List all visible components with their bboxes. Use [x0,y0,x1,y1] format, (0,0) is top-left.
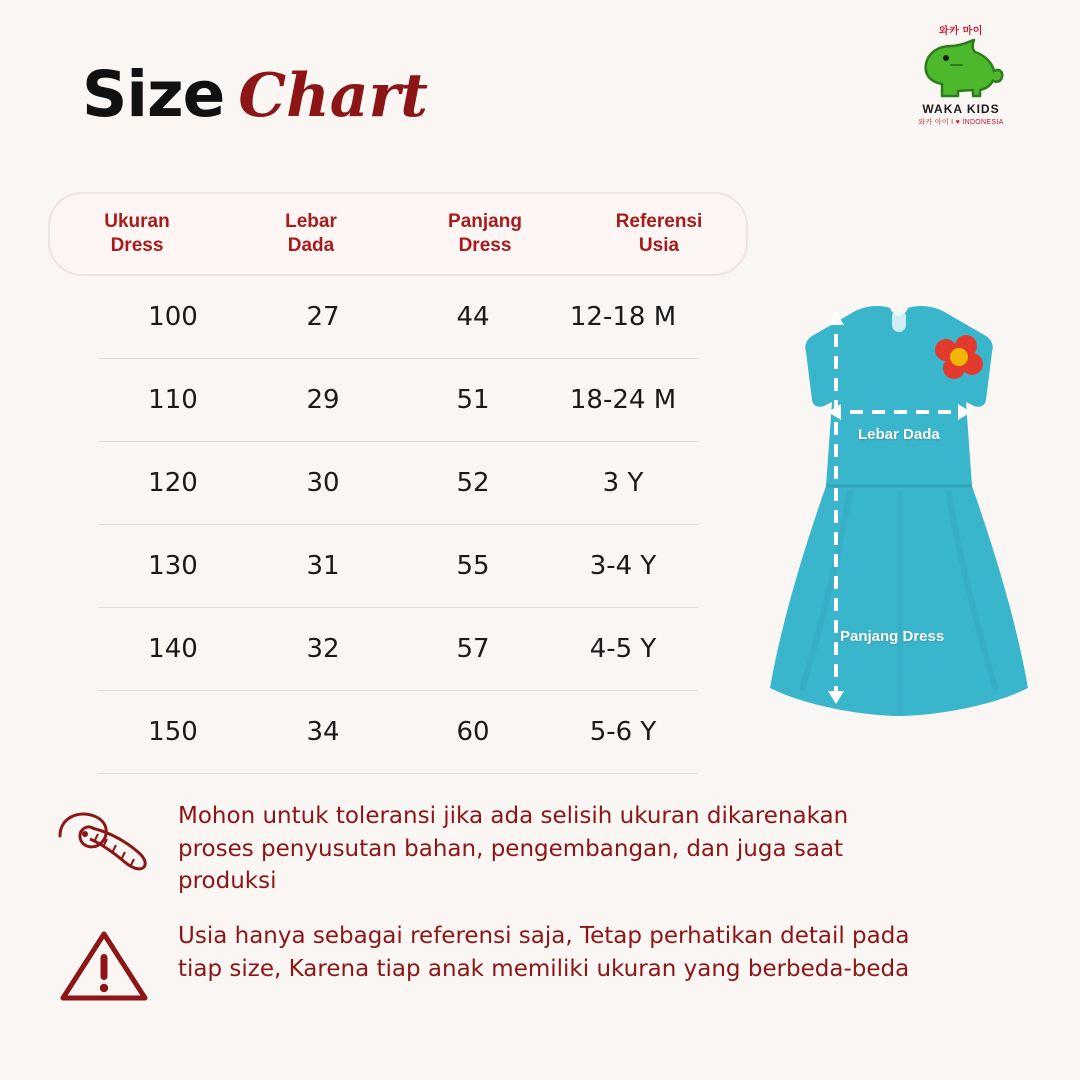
measuring-tape-icon [48,800,160,872]
page-title [82,58,428,131]
cell-lebar: 29 [306,385,340,415]
cell-lebar: 31 [306,551,340,581]
cell-usia: 3 Y [602,468,644,498]
cell-usia: 5-6 Y [589,717,657,747]
cell-lebar: 32 [306,634,340,664]
cell-ukuran: 110 [148,385,198,415]
dinosaur-icon [918,38,1004,100]
cell-panjang: 60 [456,717,490,747]
table-row [98,276,698,359]
cell-panjang: 51 [456,385,490,415]
table-row [98,442,698,525]
brand-logo [898,22,1024,148]
cell-ukuran: 140 [148,634,198,664]
notes-section [48,800,1028,1028]
logo-sub-text: 와카 아이 I ♥ INDONESIA [918,119,1004,126]
cell-lebar: 30 [306,468,340,498]
note-item [48,920,1028,1006]
size-table [48,192,748,774]
warning-triangle-icon [48,920,160,1006]
label-panjang-dress: Panjang Dress [840,628,945,645]
cell-usia: 3-4 Y [589,551,657,581]
table-header-row [48,192,748,276]
cell-ukuran: 130 [148,551,198,581]
cell-panjang: 52 [456,468,490,498]
table-header-cell: Ukuran Dress [104,211,170,256]
dress-illustration [740,290,1060,740]
note-text: Mohon untuk toleransi jika ada selisih ukuran dikarenakan proses penyusutan bahan, pengembangan, dan juga saat produksi [178,803,849,895]
table-row [98,525,698,608]
label-lebar-dada: Lebar Dada [858,426,940,443]
table-header-cell: Panjang Dress [448,211,522,256]
dress-image [740,290,1060,740]
table-header-cell: Referensi Usia [615,211,703,256]
table-row [98,691,698,774]
title-size: Size [82,58,225,131]
cell-usia: 4-5 Y [589,634,657,664]
table-row [98,359,698,442]
cell-lebar: 27 [306,302,340,332]
cell-ukuran: 100 [148,302,198,332]
logo-korean-text: 와카 마이 [939,26,983,37]
cell-usia: 12-18 M [569,302,677,332]
table-header-cell: Lebar Dada [285,211,337,256]
logo-brand-name: WAKA KIDS [922,102,1000,116]
cell-ukuran: 150 [148,717,198,747]
cell-panjang: 57 [456,634,490,664]
title-chart: Chart [238,61,428,131]
note-text: Usia hanya sebagai referensi saja, Tetap perhatikan detail pada tiap size, Karena tiap anak memiliki ukuran yang berbeda-beda [178,922,910,982]
cell-panjang: 44 [456,302,490,332]
table-row [98,608,698,691]
cell-usia: 18-24 M [569,385,677,415]
cell-lebar: 34 [306,717,340,747]
cell-panjang: 55 [456,551,490,581]
note-item [48,800,1028,898]
cell-ukuran: 120 [148,468,198,498]
